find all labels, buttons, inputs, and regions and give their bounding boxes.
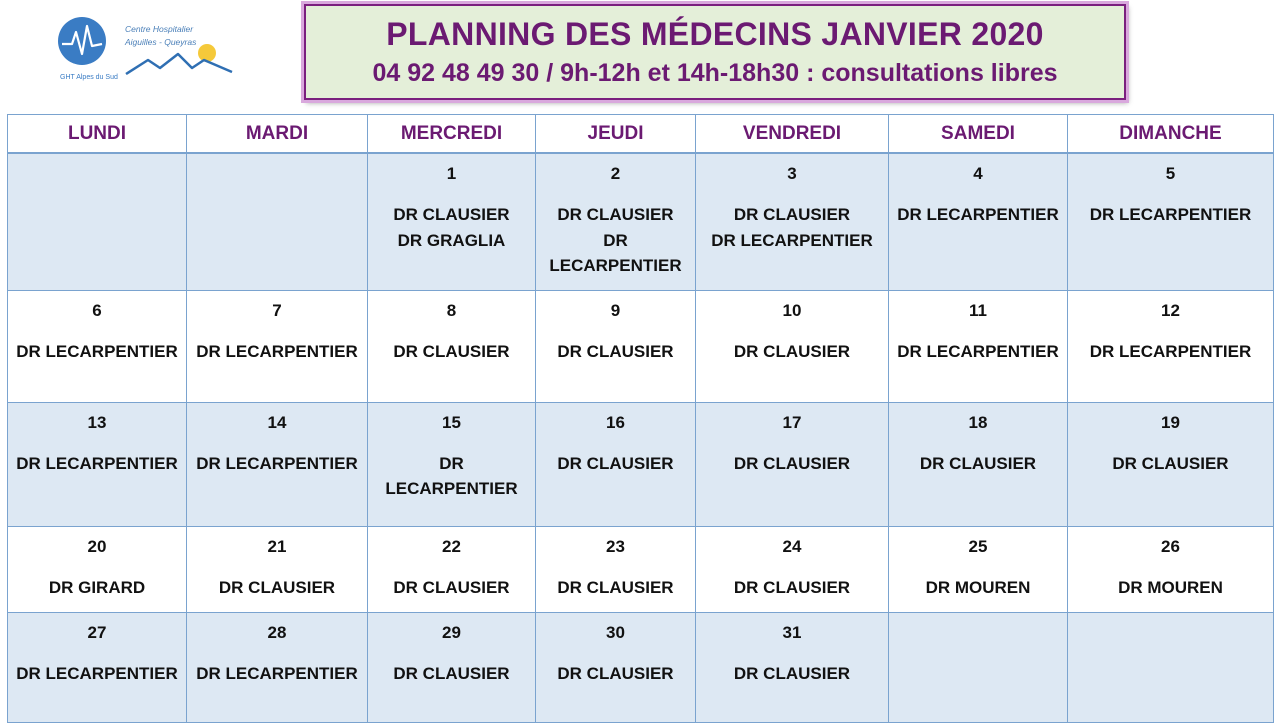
doctor-on-duty: DR LECARPENTIER	[196, 341, 358, 361]
doctor-on-duty: DR CLAUSIER	[557, 341, 674, 361]
calendar-day-cell	[696, 526, 889, 612]
calendar-day-cell	[889, 153, 1068, 290]
calendar-day-cell	[8, 290, 187, 402]
doctor-on-duty: DR MOUREN	[925, 577, 1031, 597]
doctor-on-duty: DR GIRARD	[48, 577, 146, 597]
doctor-on-duty: DR LECARPENTIER	[16, 453, 178, 473]
sun-icon	[198, 44, 216, 62]
calendar-day-cell	[187, 290, 368, 402]
mountains-icon	[126, 54, 232, 74]
day-number: 23	[606, 536, 625, 556]
doctor-on-duty: DR LECARPENTIER	[196, 453, 358, 473]
calendar-day-cell	[187, 153, 368, 290]
weekday-header: SAMEDI	[889, 115, 1068, 154]
doctor-on-duty: DR CLAUSIER DR LECARPENTIER	[549, 205, 682, 275]
day-number: 2	[610, 164, 621, 183]
calendar-day-cell	[696, 402, 889, 526]
calendar-day-cell	[8, 526, 187, 612]
doctor-on-duty: DR LECARPENTIER	[897, 205, 1059, 224]
calendar-week-row	[8, 526, 1274, 612]
day-number: 19	[1161, 412, 1180, 432]
doctor-on-duty: DR CLAUSIER	[557, 453, 674, 473]
hospital-logo	[52, 14, 242, 86]
calendar-week-row	[8, 153, 1274, 290]
calendar-day-cell	[8, 402, 187, 526]
doctor-on-duty: DR LECARPENTIER	[897, 341, 1059, 361]
calendar-day-cell	[187, 402, 368, 526]
day-number: 28	[267, 622, 287, 642]
weekday-header: LUNDI	[8, 115, 187, 154]
day-number: 7	[272, 300, 282, 320]
doctor-on-duty: DR LECARPENTIER	[16, 341, 178, 361]
doctor-on-duty: DR MOUREN	[1118, 577, 1223, 597]
day-number: 17	[782, 412, 802, 432]
doctor-on-duty: DR CLAUSIER	[393, 663, 510, 683]
hospital-name-line1: Centre Hospitalier	[125, 24, 194, 34]
day-number: 18	[968, 412, 988, 432]
calendar-day-cell	[368, 402, 536, 526]
calendar-day-cell	[1068, 526, 1274, 612]
calendar-day-cell	[187, 612, 368, 722]
calendar-day-cell	[696, 290, 889, 402]
calendar-day-cell	[187, 526, 368, 612]
doctor-on-duty: DR CLAUSIER DR GRAGLIA	[393, 205, 510, 250]
calendar-body	[8, 153, 1274, 722]
doctor-on-duty: DR CLAUSIER	[1112, 453, 1229, 473]
calendar-day-cell	[536, 153, 696, 290]
doctor-on-duty: DR CLAUSIER	[557, 577, 674, 597]
calendar-day-cell	[696, 153, 889, 290]
weekday-header: VENDREDI	[696, 115, 889, 154]
calendar-day-cell	[536, 612, 696, 722]
doctor-on-duty: DR LECARPENTIER	[1089, 205, 1252, 224]
calendar-day-cell	[368, 612, 536, 722]
day-number: 21	[267, 536, 287, 556]
calendar-day-cell	[536, 290, 696, 402]
day-number: 12	[1161, 300, 1180, 320]
day-number: 14	[267, 412, 287, 432]
doctor-on-duty: DR LECARPENTIER	[196, 663, 358, 683]
weekday-header: MARDI	[187, 115, 368, 154]
day-number: 27	[87, 622, 107, 642]
doctor-on-duty: DR CLAUSIER	[733, 577, 851, 597]
calendar-day-cell	[368, 290, 536, 402]
day-number: 22	[442, 536, 461, 556]
doctor-on-duty: DR CLAUSIER	[393, 577, 510, 597]
calendar-table	[7, 114, 1274, 723]
title-banner	[304, 4, 1126, 100]
calendar-day-cell	[1068, 402, 1274, 526]
ght-label: GHT Alpes du Sud	[60, 74, 118, 81]
doctor-on-duty: DR LECARPENTIER	[385, 453, 518, 498]
calendar-day-cell	[889, 526, 1068, 612]
doctor-on-duty: DR CLAUSIER	[919, 453, 1037, 473]
doctor-on-duty: DR CLAUSIER	[557, 663, 674, 683]
weekday-header: MERCREDI	[368, 115, 536, 154]
weekday-header-row	[8, 115, 1274, 154]
calendar-day-cell	[1068, 290, 1274, 402]
day-number: 29	[442, 622, 461, 642]
calendar-day-cell	[889, 402, 1068, 526]
day-number: 11	[969, 300, 987, 320]
doctor-on-duty: DR CLAUSIER	[393, 341, 510, 361]
day-number: 9	[610, 300, 621, 320]
calendar-week-row	[8, 612, 1274, 722]
calendar-day-cell	[536, 526, 696, 612]
calendar-week-row	[8, 402, 1274, 526]
day-number: 26	[1161, 536, 1180, 556]
day-number: 16	[606, 412, 625, 432]
doctor-on-duty: DR CLAUSIER	[733, 453, 851, 473]
hospital-name-line2: Aiguilles - Queyras	[125, 37, 197, 47]
doctor-on-duty: DR CLAUSIER	[733, 663, 851, 683]
calendar-day-cell	[8, 612, 187, 722]
doctor-on-duty: DR LECARPENTIER	[1089, 341, 1252, 361]
calendar-day-cell	[889, 290, 1068, 402]
day-number: 31	[782, 622, 802, 642]
day-number: 10	[782, 300, 802, 320]
calendar-day-cell	[8, 153, 187, 290]
day-number: 20	[87, 536, 107, 556]
calendar-day-cell	[1068, 153, 1274, 290]
doctor-on-duty: DR CLAUSIER DR LECARPENTIER	[711, 205, 873, 250]
calendar-day-cell	[368, 526, 536, 612]
doctor-on-duty: DR CLAUSIER	[733, 341, 851, 361]
doctor-on-duty: DR LECARPENTIER	[16, 663, 178, 683]
day-number: 24	[782, 536, 802, 556]
weekday-header: JEUDI	[536, 115, 696, 154]
calendar-day-cell	[696, 612, 889, 722]
calendar-week-row	[8, 290, 1274, 402]
ght-logo-circle	[58, 17, 106, 65]
calendar-day-cell	[889, 612, 1068, 722]
day-number: 5	[1165, 164, 1176, 183]
day-number: 8	[446, 300, 457, 320]
day-number: 13	[87, 412, 107, 432]
weekday-header: DIMANCHE	[1068, 115, 1274, 154]
day-number: 25	[968, 536, 988, 556]
calendar-day-cell	[368, 153, 536, 290]
logo-graphic	[52, 14, 242, 86]
day-number: 30	[606, 622, 625, 642]
calendar-day-cell	[1068, 612, 1274, 722]
day-number: 15	[442, 412, 461, 432]
day-number: 1	[446, 164, 457, 183]
day-number: 4	[973, 164, 983, 183]
page-subtitle: 04 92 48 49 30 / 9h-12h et 14h-18h30 : consultations libres	[372, 59, 1058, 87]
day-number: 6	[92, 300, 102, 320]
doctor-on-duty: DR CLAUSIER	[218, 577, 336, 597]
page-title: PLANNING DES MÉDECINS JANVIER 2020	[386, 16, 1044, 52]
day-number: 3	[787, 164, 797, 183]
calendar-day-cell	[536, 402, 696, 526]
